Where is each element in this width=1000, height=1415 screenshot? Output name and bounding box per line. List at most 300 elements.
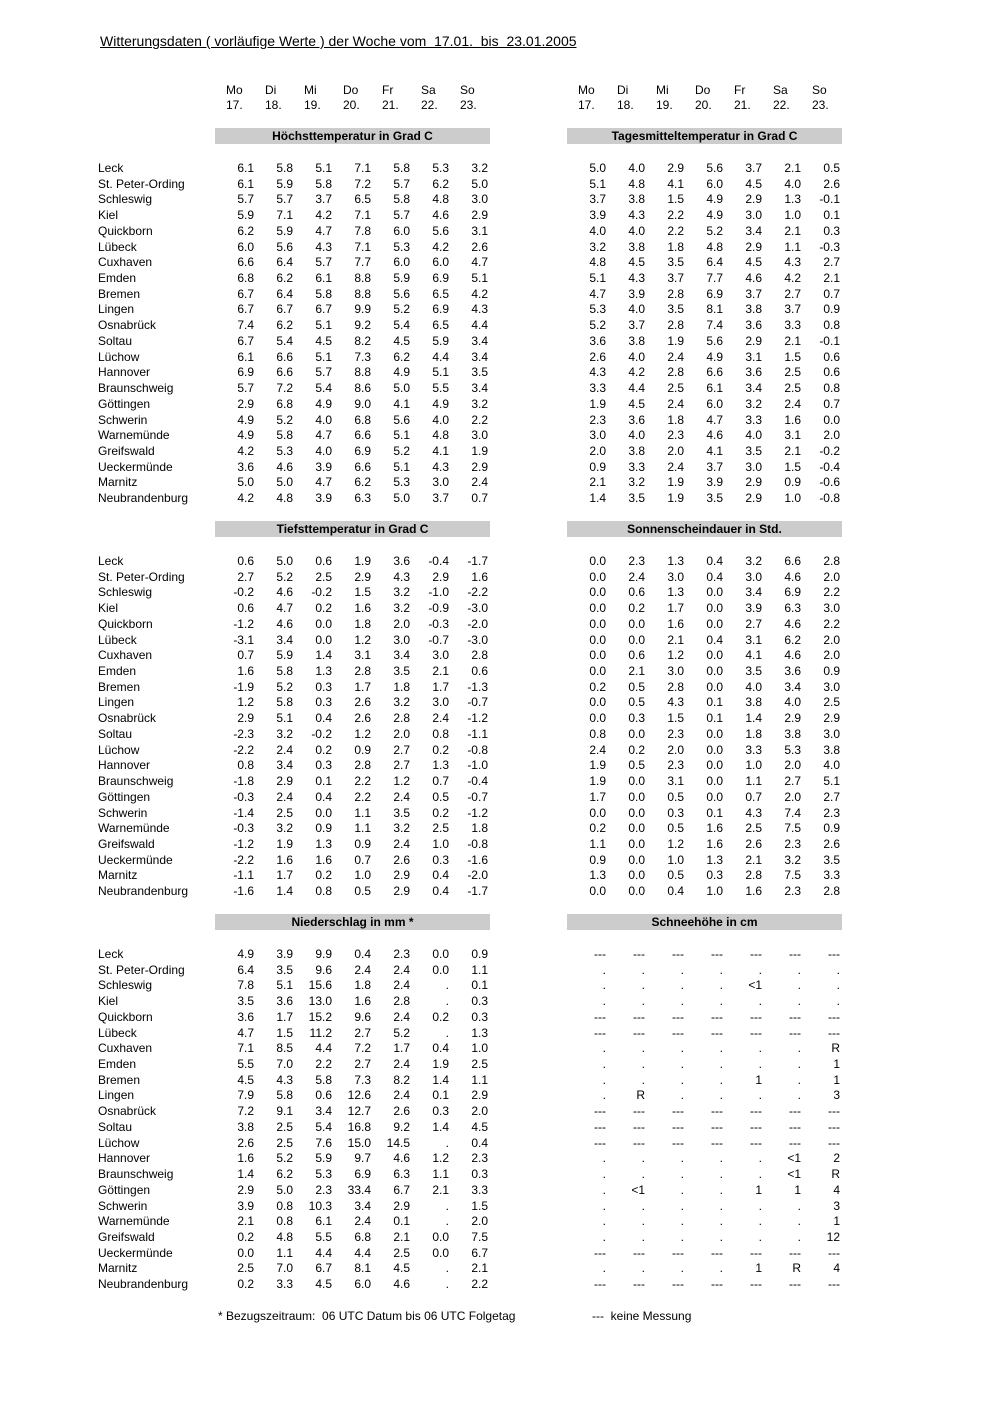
value-cell: -2.0	[467, 616, 488, 631]
value-cell: -1.8	[233, 774, 254, 789]
value-cell: 3.1	[745, 349, 762, 364]
value-cell: 3.5	[628, 491, 645, 506]
value-cell: 2.3	[315, 1182, 332, 1197]
value-cell: 1.6	[237, 1151, 254, 1166]
value-cell: .	[641, 1214, 645, 1229]
value-cell: 2.9	[745, 475, 762, 490]
value-cell: 7.5	[471, 1229, 488, 1244]
value-cell: 3.8	[745, 695, 762, 710]
value-cell: 1.9	[667, 491, 684, 506]
value-cell: 5.0	[276, 475, 293, 490]
value-cell: 3.2	[628, 475, 645, 490]
value-cell: 2.1	[745, 852, 762, 867]
value-cell: ---	[672, 947, 684, 961]
value-cell: 1.8	[393, 679, 410, 694]
value-cell: 3.4	[276, 632, 293, 647]
station-name: Hannover	[98, 365, 151, 380]
value-cell: 0.7	[745, 789, 762, 804]
value-cell: 6.6	[276, 365, 293, 380]
value-cell: 2.6	[237, 1135, 254, 1150]
value-cell: 9.9	[315, 947, 332, 961]
value-cell: 14.5	[386, 1135, 410, 1150]
footnote-no-measurement: --- keine Messung	[592, 1309, 692, 1323]
value-cell: 0.0	[628, 632, 645, 647]
value-cell: 6.2	[237, 223, 254, 238]
date-header-right: 21.	[734, 98, 751, 112]
value-cell: 1.2	[667, 836, 684, 851]
value-cell: 1.1	[745, 774, 762, 789]
value-cell: 6.8	[276, 396, 293, 411]
value-cell: 9.0	[354, 396, 371, 411]
value-cell: 1.9	[667, 475, 684, 490]
station-name: Cuxhaven	[98, 648, 153, 663]
value-cell: 4.2	[315, 208, 332, 223]
value-cell: 4.3	[667, 695, 684, 710]
value-cell: .	[719, 1261, 723, 1276]
value-cell: 0.6	[237, 554, 254, 568]
value-cell: -0.4	[467, 774, 488, 789]
weekday-header-right: Sa	[773, 83, 788, 97]
value-cell: 1.1	[354, 821, 371, 836]
value-cell: 4.5	[315, 1277, 332, 1292]
value-cell: 1.3	[667, 554, 684, 568]
value-cell: R	[831, 1167, 840, 1182]
value-cell: 4.8	[432, 192, 449, 207]
station-name: Osnabrück	[98, 318, 157, 333]
value-cell: .	[680, 1261, 684, 1276]
value-cell: .	[602, 1041, 606, 1056]
value-cell: 0.0	[706, 648, 723, 663]
value-cell: 6.1	[315, 271, 332, 286]
value-cell: 7.4	[237, 318, 254, 333]
value-cell: 2.2	[471, 412, 488, 427]
value-cell: 4.4	[315, 1041, 332, 1056]
value-cell: 8.8	[354, 271, 371, 286]
value-cell: 2.7	[393, 758, 410, 773]
value-cell: 3.4	[784, 679, 801, 694]
station-name: Neubrandenburg	[98, 884, 189, 899]
value-cell: 3.1	[784, 428, 801, 443]
station-name: St. Peter-Ording	[98, 176, 185, 191]
value-cell: 3.6	[393, 554, 410, 568]
value-cell: 0.2	[628, 742, 645, 757]
weekday-header-left: So	[460, 83, 475, 97]
value-cell: 2.0	[589, 443, 606, 458]
value-cell: 0.0	[706, 789, 723, 804]
value-cell: 6.0	[432, 255, 449, 270]
station-name: Schleswig	[98, 192, 153, 207]
value-cell: -2.2	[233, 742, 254, 757]
value-cell: 0.2	[315, 601, 332, 616]
value-cell: 7.7	[706, 271, 723, 286]
value-cell: -1.2	[467, 711, 488, 726]
value-cell: 1.1	[471, 962, 488, 977]
station-name: Quickborn	[98, 1009, 153, 1024]
value-cell: 1.4	[276, 884, 293, 899]
value-cell: ---	[711, 1025, 723, 1040]
value-cell: 4.5	[315, 333, 332, 348]
value-cell: 6.6	[354, 428, 371, 443]
value-cell: 7.9	[237, 1088, 254, 1103]
value-cell: 3.0	[432, 648, 449, 663]
value-cell: 3.8	[745, 302, 762, 317]
value-cell: 2.6	[354, 695, 371, 710]
value-cell: 0.7	[471, 491, 488, 506]
value-cell: 4.3	[471, 302, 488, 317]
value-cell: 0.0	[706, 616, 723, 631]
value-cell: 3.7	[706, 459, 723, 474]
value-cell: 1.5	[276, 1025, 293, 1040]
value-cell: 1.0	[706, 884, 723, 899]
value-cell: 2.6	[393, 852, 410, 867]
value-cell: 3.8	[628, 192, 645, 207]
value-cell: 0.0	[628, 789, 645, 804]
value-cell: 0.1	[393, 1214, 410, 1229]
value-cell: 0.5	[667, 868, 684, 883]
value-cell: 3.8	[784, 726, 801, 741]
value-cell: 5.5	[432, 381, 449, 396]
value-cell: 0.2	[589, 821, 606, 836]
value-cell: 4.8	[276, 1229, 293, 1244]
value-cell: 2.9	[393, 884, 410, 899]
value-cell: 0.6	[471, 664, 488, 679]
value-cell: 3.1	[354, 648, 371, 663]
value-cell: 2.8	[667, 365, 684, 380]
value-cell: 2.8	[471, 648, 488, 663]
value-cell: 4.8	[706, 239, 723, 254]
value-cell: 1.3	[589, 868, 606, 883]
value-cell: 1.6	[706, 836, 723, 851]
value-cell: ---	[750, 1025, 762, 1040]
value-cell: 4.9	[706, 208, 723, 223]
value-cell: .	[758, 994, 762, 1009]
value-cell: 5.6	[393, 412, 410, 427]
value-cell: 6.5	[432, 318, 449, 333]
value-cell: .	[797, 1229, 801, 1244]
value-cell: 5.1	[432, 365, 449, 380]
value-cell: 4.9	[237, 947, 254, 961]
value-cell: 2.5	[784, 381, 801, 396]
value-cell: 4.9	[237, 412, 254, 427]
value-cell: 0.0	[432, 1245, 449, 1260]
value-cell: 3.3	[823, 868, 840, 883]
value-cell: 2.1	[589, 475, 606, 490]
value-cell: 8.1	[706, 302, 723, 317]
value-cell: 3.0	[745, 208, 762, 223]
value-cell: 2.7	[784, 286, 801, 301]
weekday-header-left: Di	[265, 83, 277, 97]
value-cell: 6.6	[784, 554, 801, 568]
value-cell: 3	[833, 1198, 840, 1213]
value-cell: 4.4	[354, 1245, 371, 1260]
value-cell: 6.2	[393, 349, 410, 364]
value-cell: 1.2	[667, 648, 684, 663]
value-cell: -0.7	[467, 789, 488, 804]
value-cell: 3.0	[589, 428, 606, 443]
value-cell: .	[719, 1214, 723, 1229]
value-cell: 1.0	[784, 208, 801, 223]
value-cell: 4.3	[628, 271, 645, 286]
value-cell: -1.6	[467, 852, 488, 867]
value-cell: 1.2	[237, 695, 254, 710]
station-name: Bremen	[98, 286, 141, 301]
value-cell: 2.4	[393, 789, 410, 804]
value-cell: 1.3	[706, 852, 723, 867]
value-cell: 5.3	[393, 239, 410, 254]
value-cell: 0.3	[667, 805, 684, 820]
value-cell: 5.3	[784, 742, 801, 757]
station-name: Warnemünde	[98, 428, 170, 443]
value-cell: 7.5	[784, 868, 801, 883]
value-cell: 7.5	[784, 821, 801, 836]
value-cell: 3.2	[784, 852, 801, 867]
value-cell: 6.7	[315, 1261, 332, 1276]
value-cell: 0.3	[823, 223, 840, 238]
value-cell: 2.4	[393, 1088, 410, 1103]
value-cell: .	[680, 978, 684, 993]
value-cell: 0.4	[706, 632, 723, 647]
value-cell: 6.0	[706, 396, 723, 411]
value-cell: ---	[672, 1119, 684, 1134]
value-cell: -0.3	[819, 239, 840, 254]
value-cell: 0.8	[589, 726, 606, 741]
value-cell: 0.0	[706, 585, 723, 600]
value-cell: 5.8	[276, 428, 293, 443]
station-name: Braunschweig	[98, 1167, 174, 1182]
value-cell: 1.3	[315, 836, 332, 851]
value-cell: 4.8	[589, 255, 606, 270]
value-cell: -0.3	[428, 616, 449, 631]
value-cell: -1.4	[233, 805, 254, 820]
value-cell: 2.8	[667, 286, 684, 301]
value-cell: 5.3	[432, 161, 449, 175]
value-cell: 6.9	[354, 443, 371, 458]
value-cell: 0.7	[823, 396, 840, 411]
value-cell: 3.7	[784, 302, 801, 317]
value-cell: 5.0	[589, 161, 606, 175]
value-cell: 2.6	[745, 836, 762, 851]
value-cell: 1.3	[667, 585, 684, 600]
value-cell: 2.3	[471, 1151, 488, 1166]
value-cell: 2.6	[393, 1104, 410, 1119]
value-cell: 5.8	[393, 161, 410, 175]
value-cell: 1.0	[667, 852, 684, 867]
value-cell: 0.0	[628, 884, 645, 899]
station-name: Lingen	[98, 1088, 135, 1103]
value-cell: 4.7	[315, 475, 332, 490]
value-cell: .	[719, 1088, 723, 1103]
value-cell: 4.0	[784, 176, 801, 191]
value-cell: -0.3	[233, 789, 254, 804]
value-cell: 0.8	[276, 1214, 293, 1229]
value-cell: 4.5	[237, 1072, 254, 1087]
value-cell: .	[758, 962, 762, 977]
date-header-left: 23.	[460, 98, 477, 112]
value-cell: 0.0	[589, 805, 606, 820]
value-cell: 0.6	[237, 601, 254, 616]
value-cell: 4.7	[276, 601, 293, 616]
value-cell: ---	[594, 1009, 606, 1024]
value-cell: 0.4	[667, 884, 684, 899]
value-cell: 1.9	[276, 836, 293, 851]
value-cell: 0.8	[823, 381, 840, 396]
station-name: Emden	[98, 1057, 137, 1072]
value-cell: 2.9	[667, 161, 684, 175]
value-cell: .	[797, 962, 801, 977]
value-cell: .	[445, 978, 449, 993]
value-cell: 0.0	[589, 648, 606, 663]
value-cell: 0.0	[628, 774, 645, 789]
value-cell: 4.2	[628, 365, 645, 380]
value-cell: .	[641, 978, 645, 993]
value-cell: 0.0	[589, 616, 606, 631]
value-cell: 5.8	[276, 1088, 293, 1103]
value-cell: 3.7	[628, 318, 645, 333]
value-cell: ---	[633, 1009, 645, 1024]
value-cell: 1.6	[276, 852, 293, 867]
station-name: Bremen	[98, 679, 141, 694]
value-cell: .	[680, 994, 684, 1009]
value-cell: 2.9	[745, 491, 762, 506]
value-cell: 0.0	[706, 679, 723, 694]
station-name: Leck	[98, 161, 124, 175]
value-cell: 3.0	[823, 726, 840, 741]
value-cell: 4.0	[315, 412, 332, 427]
value-cell: .	[445, 1135, 449, 1150]
value-cell: ---	[594, 1135, 606, 1150]
value-cell: 0.0	[628, 836, 645, 851]
value-cell: 2.4	[276, 742, 293, 757]
value-cell: 3.4	[745, 223, 762, 238]
weekday-header-right: So	[812, 83, 827, 97]
value-cell: 0.2	[237, 1277, 254, 1292]
value-cell: 2.9	[237, 396, 254, 411]
value-cell: 3.6	[589, 333, 606, 348]
value-cell: 2.9	[354, 569, 371, 584]
value-cell: 7.1	[354, 239, 371, 254]
value-cell: 3.5	[237, 994, 254, 1009]
station-name: Kiel	[98, 208, 119, 223]
value-cell: 2.1	[784, 333, 801, 348]
station-name: Kiel	[98, 994, 119, 1009]
value-cell: 4.5	[471, 1119, 488, 1134]
value-cell: ---	[711, 1245, 723, 1260]
value-cell: <1	[748, 978, 762, 993]
value-cell: 2.3	[393, 947, 410, 961]
value-cell: 4.6	[276, 459, 293, 474]
value-cell: 8.8	[354, 286, 371, 301]
value-cell: 3.2	[589, 239, 606, 254]
value-cell: 2.3	[784, 836, 801, 851]
value-cell: 0.0	[589, 632, 606, 647]
value-cell: -0.2	[311, 726, 332, 741]
value-cell: 2.3	[667, 726, 684, 741]
value-cell: 6.6	[237, 255, 254, 270]
value-cell: 2.8	[823, 884, 840, 899]
value-cell: .	[445, 994, 449, 1009]
value-cell: 5.1	[823, 774, 840, 789]
value-cell: 4.0	[628, 302, 645, 317]
value-cell: 1.7	[393, 1041, 410, 1056]
value-cell: ---	[672, 1135, 684, 1150]
value-cell: 5.4	[276, 333, 293, 348]
value-cell: .	[680, 962, 684, 977]
value-cell: 0.6	[628, 585, 645, 600]
date-header-left: 17.	[226, 98, 243, 112]
value-cell: 3.0	[432, 475, 449, 490]
value-cell: 1	[833, 1214, 840, 1229]
value-cell: 15.2	[308, 1009, 332, 1024]
value-cell: -1.6	[233, 884, 254, 899]
value-cell: 0.3	[706, 868, 723, 883]
value-cell: 2.5	[784, 365, 801, 380]
value-cell: ---	[594, 1025, 606, 1040]
value-cell: 4.5	[628, 255, 645, 270]
value-cell: ---	[672, 1025, 684, 1040]
value-cell: -2.2	[467, 585, 488, 600]
value-cell: 4.4	[432, 349, 449, 364]
value-cell: 4.7	[706, 412, 723, 427]
value-cell: 0.3	[432, 1104, 449, 1119]
value-cell: 5.4	[315, 1119, 332, 1134]
value-cell: 4.3	[432, 459, 449, 474]
value-cell: 2.8	[667, 318, 684, 333]
value-cell: 0.7	[823, 286, 840, 301]
value-cell: 0.3	[432, 852, 449, 867]
value-cell: -1.2	[233, 836, 254, 851]
value-cell: -0.1	[819, 192, 840, 207]
value-cell: -0.8	[467, 836, 488, 851]
value-cell: -1.1	[467, 726, 488, 741]
value-cell: 3.2	[393, 821, 410, 836]
value-cell: .	[758, 1041, 762, 1056]
value-cell: 5.8	[315, 176, 332, 191]
value-cell: 5.7	[315, 365, 332, 380]
value-cell: 0.9	[823, 821, 840, 836]
value-cell: .	[719, 978, 723, 993]
value-cell: 2.8	[354, 758, 371, 773]
value-cell: 1.4	[745, 711, 762, 726]
value-cell: 4.0	[745, 428, 762, 443]
value-cell: 2.4	[354, 962, 371, 977]
value-cell: 2.0	[393, 726, 410, 741]
value-cell: 5.3	[393, 475, 410, 490]
weekday-header-left: Sa	[421, 83, 436, 97]
value-cell: .	[797, 978, 801, 993]
value-cell: 0.0	[628, 805, 645, 820]
weekday-header-right: Do	[695, 83, 711, 97]
value-cell: 6.9	[354, 1167, 371, 1182]
date-header-right: 22.	[773, 98, 790, 112]
value-cell: 1	[794, 1182, 801, 1197]
value-cell: 2.9	[471, 459, 488, 474]
value-cell: 4.1	[706, 443, 723, 458]
value-cell: 1.3	[432, 758, 449, 773]
value-cell: 1	[755, 1261, 762, 1276]
value-cell: 0.1	[706, 805, 723, 820]
value-cell: 2	[833, 1151, 840, 1166]
station-name: Hannover	[98, 1151, 151, 1166]
value-cell: 2.6	[589, 349, 606, 364]
value-cell: .	[719, 1182, 723, 1197]
value-cell: 0.0	[628, 616, 645, 631]
value-cell: 0.9	[315, 821, 332, 836]
station-name: Lingen	[98, 695, 135, 710]
value-cell: 2.7	[823, 789, 840, 804]
value-cell: 1.6	[354, 601, 371, 616]
station-name: Leck	[98, 947, 124, 961]
value-cell: 0.0	[589, 585, 606, 600]
